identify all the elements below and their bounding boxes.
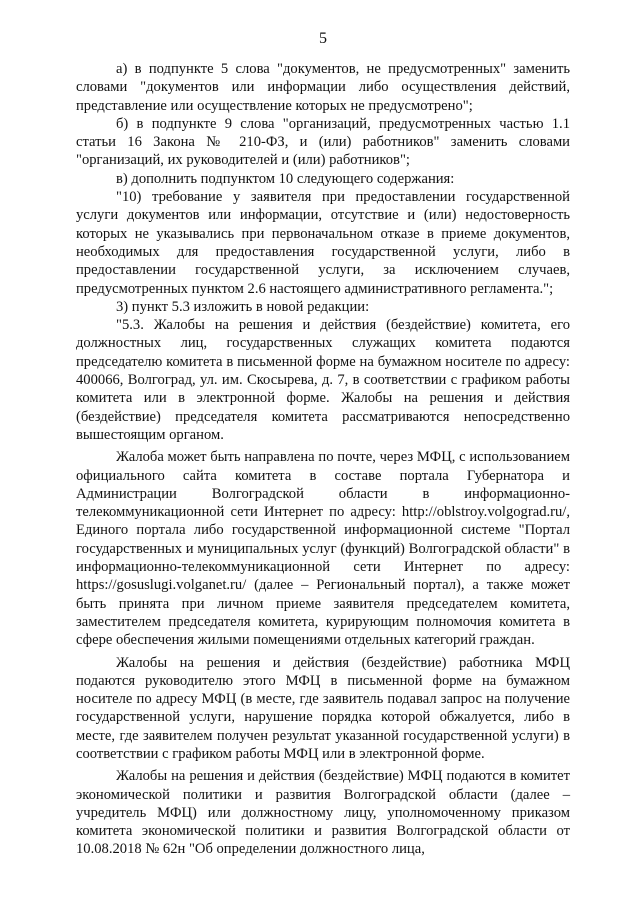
paragraph-subitem-a: а) в подпункте 5 слова "документов, не предусмотренных" заменить словами "документов или информации либо осуществления действий, представление или осуществление которых не предусмотрено"; [76, 61, 570, 114]
paragraph-clause-5-3: "5.3. Жалобы на решения и действия (бездействие) комитета, его должностных лиц, государственных служащих комитета подаются председателю комитета в письменной форме на бумажном носителе по адресу: 400066, Волгоград, ул. им. Скосырева, д. 7, в соответствии с графиком работы комитета или в электронной форме. Жалобы на решения и действия (бездействие) председателя комитета рассматриваются непосредственно вышестоящим органом. [76, 317, 570, 443]
document-body [76, 60, 570, 859]
paragraph-subitem-b: б) в подпункте 9 слова "организаций, предусмотренных частью 1.1 статьи 16 Закона № 210-ФЗ, и (или) работников" заменить словами "организаций, их руководителей и (или) работников"; [76, 115, 570, 169]
paragraph-complaint-channels: Жалоба может быть направлена по почте, через МФЦ, с использованием официального сайта комитета в составе портала Губернатора и Администрации Волгоградской области в информационно-телекоммуникационной сети Интернет по адресу: http://oblstroy.volgograd.ru/, Единого портала либо государственной информационной системе "Портал государственных и муниципальных услуг (функций) Волгоградской области" в информационно-телекоммуникационной сети Интернет по адресу: https://gosuslugi.volganet.ru/ (далее – Региональный портал), а также может быть принята при личном приеме заявителя председателем комитета, заместителем председателя комитета, курирующим полномочия комитета в сфере обеспечения жилыми помещениями отдельных категорий граждан. [76, 449, 570, 649]
paragraph-subitem-v: в) дополнить подпунктом 10 следующего содержания: [116, 170, 455, 187]
paragraph-mfc-worker-complaints: Жалобы на решения и действия (бездействие) работника МФЦ подаются руководителю этого МФЦ в письменной форме на бумажном носителе по адресу МФЦ (в месте, где заявитель подавал запрос на получение государственной услуги, нарушение порядка которой обжалуется, либо в месте, где заявителем получен результат указанной государственной услуги) в соответствии с графиком работы МФЦ или в электронной форме. [76, 654, 570, 762]
paragraph-mfc-complaints: Жалобы на решения и действия (бездействие) МФЦ подаются в комитет экономической политики и развития Волгоградской области (далее – учредитель МФЦ) или должностному лицу, уполномоченному приказом комитета экономической политики и развития Волгоградской области от 10.08.2018 № 62н "Об определении должностного лица, [76, 768, 570, 858]
page-number: 5 [319, 30, 327, 47]
paragraph-item-3: 3) пункт 5.3 изложить в новой редакции: [116, 298, 370, 315]
paragraph-new-subitem-10: "10) требование у заявителя при предоставлении государственной услуги документов или информации, отсутствие и (или) недостоверность которых не указывались при первоначальном отказе в приеме документов, необходимых для предоставления государственной услуги, либо в предоставлении государственной услуги, за исключением случаев, предусмотренных пунктом 2.6 настоящего административного регламента."; [76, 189, 570, 297]
